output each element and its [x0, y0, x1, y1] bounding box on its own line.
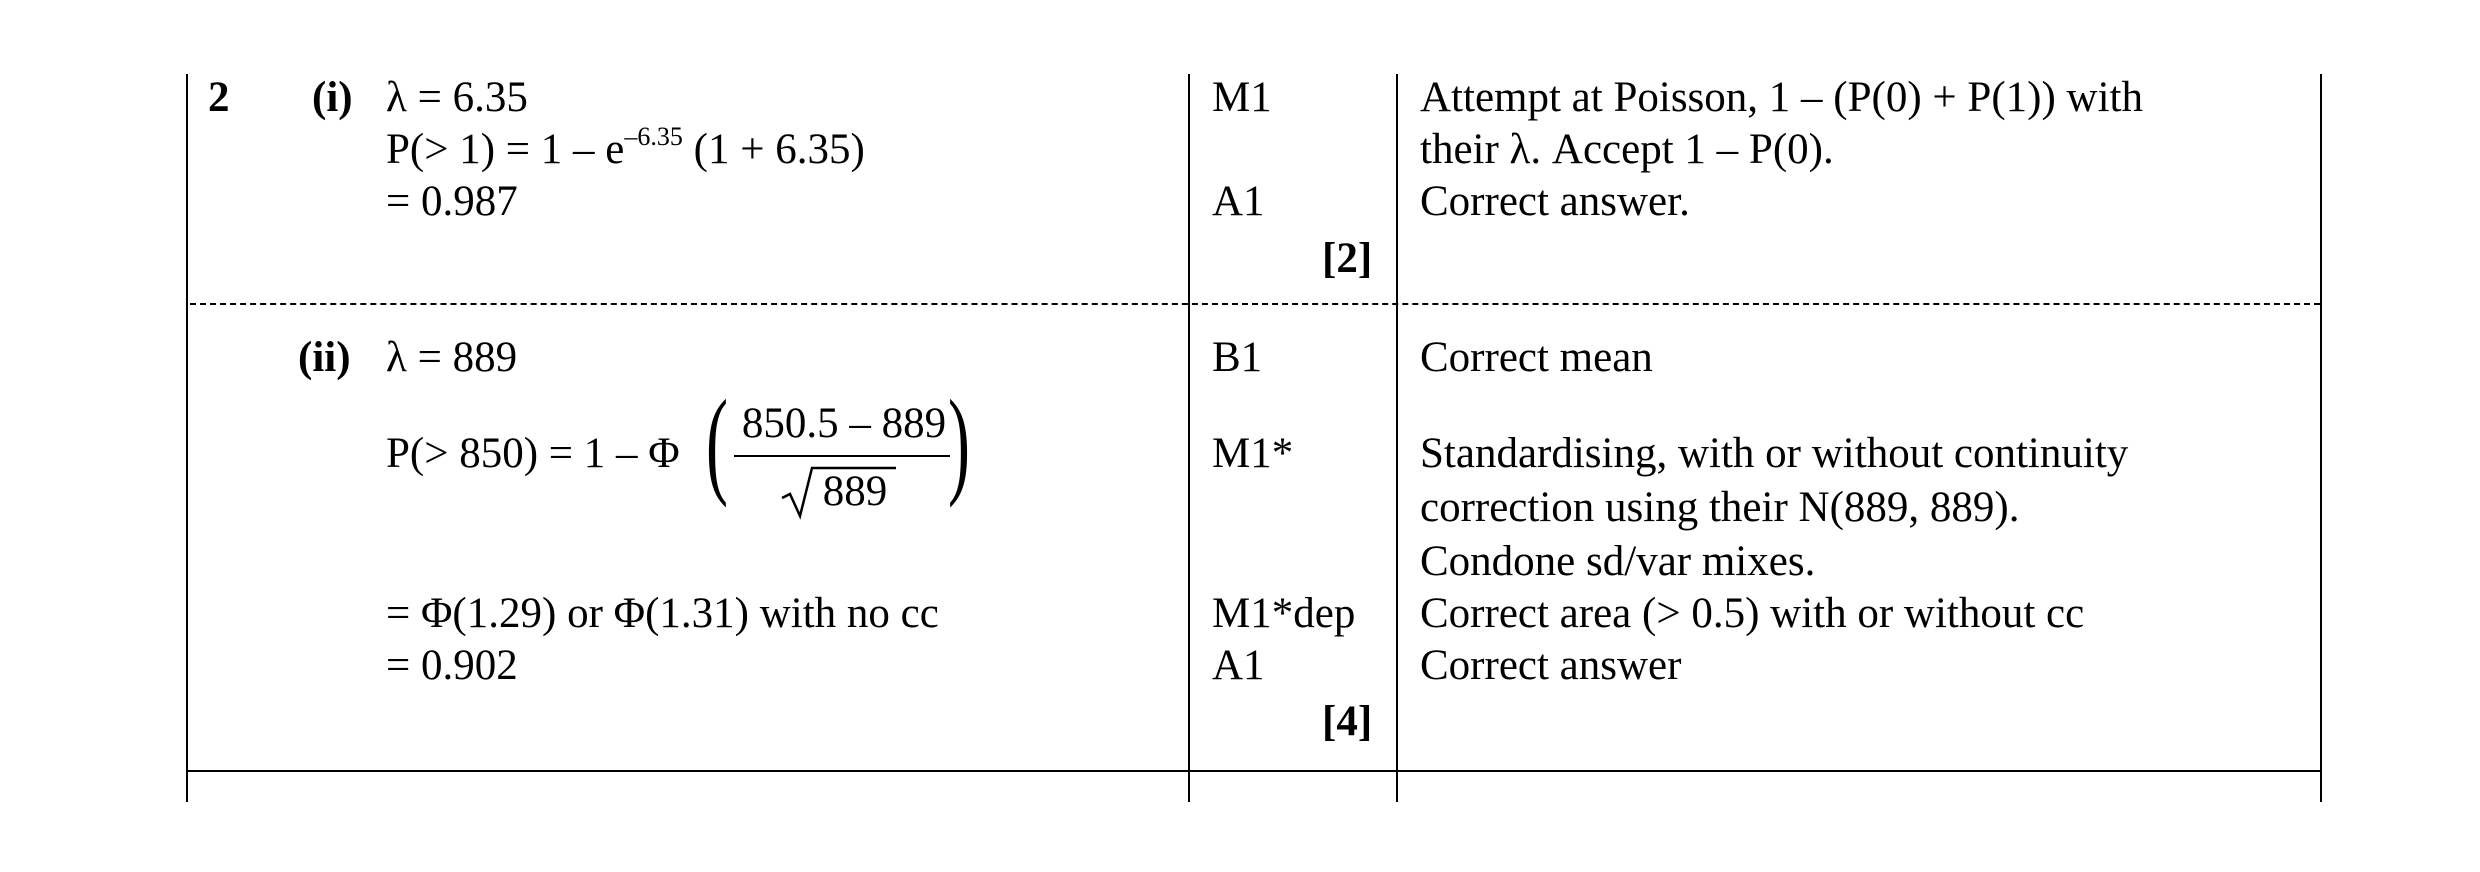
fraction-denominator: 889	[822, 468, 888, 515]
part-ii-line-3: = Φ(1.29) or Φ(1.31) with no cc	[386, 590, 939, 637]
part-ii-mark-a1: A1	[1212, 642, 1265, 689]
part-i-guidance-3: Correct answer.	[1420, 178, 1690, 225]
left-parenthesis: (	[706, 375, 728, 508]
part-ii-guidance-3: correction using their N(889, 889).	[1420, 484, 2020, 531]
fraction-bar	[734, 455, 950, 457]
part-ii-label: (ii)	[298, 334, 351, 381]
part-ii-line-4: = 0.902	[386, 642, 518, 689]
part-ii-total-marks: [4]	[1322, 698, 1373, 745]
guidance-column-left-border	[1396, 74, 1398, 802]
part-i-label: (i)	[312, 74, 353, 121]
part-i-line-3: = 0.987	[386, 178, 518, 225]
part-i-line-1: λ = 6.35	[386, 74, 528, 121]
part-i-guidance-1: Attempt at Poisson, 1 – (P(0) + P(1)) with	[1420, 74, 2143, 121]
part-ii-mark-b1: B1	[1212, 334, 1263, 381]
part-ii-guidance-6: Correct answer	[1420, 642, 1682, 689]
part-i-line-2: $P(> 1) = 1 - e^{-6.35}$ (1 + 6.35)	[386, 122, 865, 173]
part-ii-mark-m1-star: M1*	[1212, 430, 1294, 477]
part-ii-mark-m1-dep: M1*dep	[1212, 590, 1356, 637]
table-right-border	[2320, 74, 2322, 802]
fraction-numerator: 850.5 – 889	[741, 400, 947, 447]
part-i-mark-m1: M1	[1212, 74, 1272, 121]
part-i-guidance-2: their λ. Accept 1 – P(0).	[1420, 126, 1834, 173]
part-divider	[190, 303, 2320, 305]
part-ii-line-2: P(> 850) = 1 – Φ	[386, 430, 680, 477]
table-bottom-rule	[186, 770, 2322, 772]
part-ii-guidance-4: Condone sd/var mixes.	[1420, 538, 1816, 585]
part-ii-line-1: λ = 889	[386, 334, 518, 381]
table-left-border	[186, 74, 188, 802]
marks-column-left-border	[1188, 74, 1190, 802]
part-i-mark-a1: A1	[1212, 178, 1265, 225]
part-ii-guidance-2: Standardising, with or without continuity	[1420, 430, 2129, 477]
question-number: 2	[208, 74, 230, 121]
right-parenthesis: )	[948, 375, 970, 508]
part-ii-guidance-1: Correct mean	[1420, 334, 1653, 381]
part-i-total-marks: [2]	[1322, 235, 1373, 282]
part-ii-guidance-5: Correct area (> 0.5) with or without cc	[1420, 590, 2085, 637]
